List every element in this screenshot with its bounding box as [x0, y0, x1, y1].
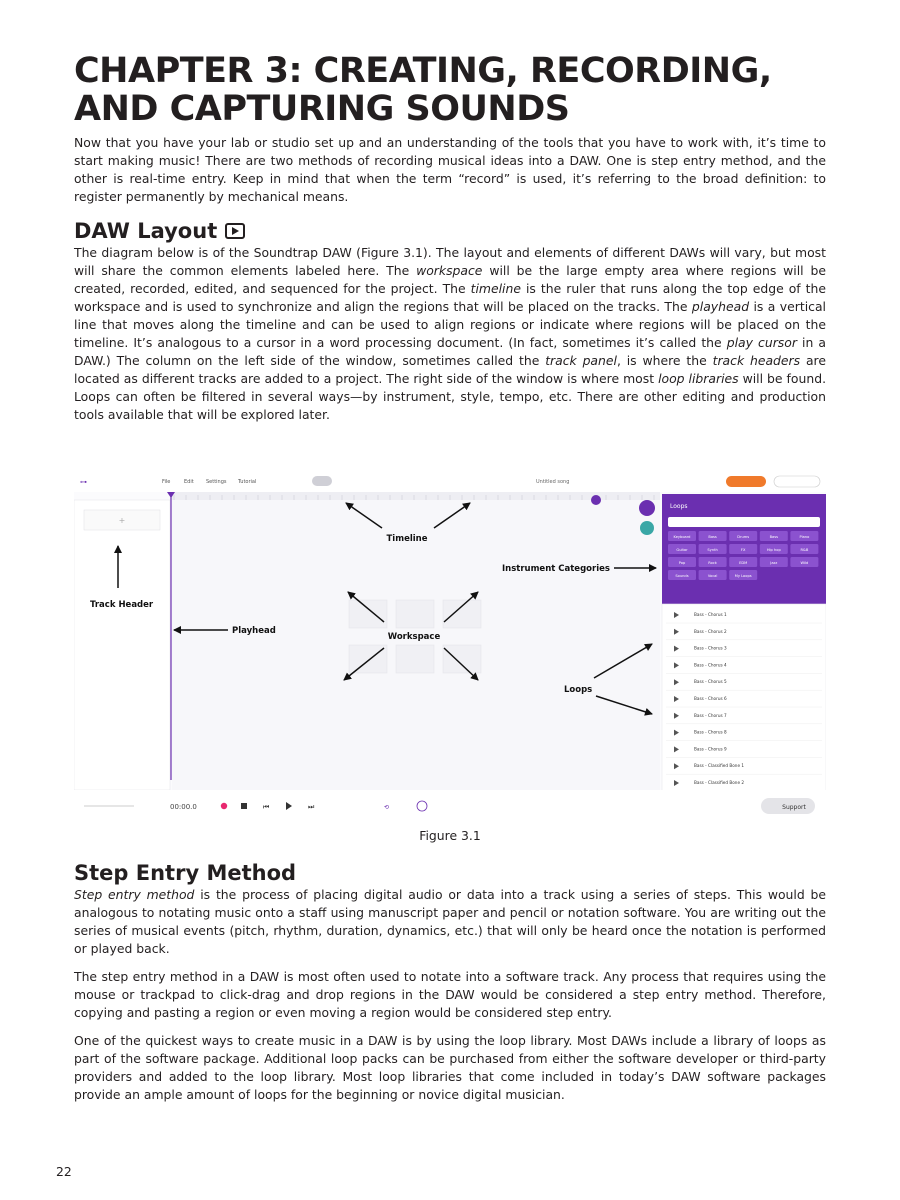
category-chip[interactable]: [729, 531, 757, 541]
text-run: in a DAW.) The column on the left side of the window, sometimes called the: [74, 335, 826, 368]
category-label: Bass: [769, 534, 779, 539]
term-play-cursor: play cursor: [726, 335, 797, 350]
metronome-icon[interactable]: [591, 495, 601, 505]
plus-icon: +: [118, 516, 126, 525]
text-run: The diagram below is of the Soundtrap DAW (Figure 3.1). The layout and elements of different DAWs will vary, but most will share the common elements labeled here. The: [74, 245, 826, 278]
category-chip[interactable]: [699, 557, 727, 567]
category-label: Keyboard: [673, 534, 691, 539]
category-label: Bass: [708, 534, 717, 539]
figure-caption: Figure 3.1: [419, 828, 481, 843]
label-timeline: Timeline: [386, 534, 428, 544]
loop-item-label: Bass - Chorus 4: [694, 662, 727, 668]
chapter-title-line2: AND CAPTURING SOUNDS: [74, 89, 570, 129]
category-chip[interactable]: [668, 557, 696, 567]
category-label: Drums: [737, 534, 750, 539]
text-run: is the ruler that runs along the top edge of the workspace and is used to synchronize and align the regions that will be placed on the tracks. The: [74, 281, 826, 314]
project-name[interactable]: Untitled song: [536, 479, 570, 485]
step-entry-heading: Step Entry Method: [74, 861, 297, 885]
intro-paragraph: Now that you have your lab or studio set up and an understanding of the tools that you have to work with, it’s time to start making music! There are two methods of recording musical ideas into a DAW. One is step entry method, and the other is real-time entry. Keep in mind that when the term “record” is used, it’s referring to the broad definition: to register permanently by mechanical means.: [74, 135, 826, 204]
menu-edit[interactable]: Edit: [184, 479, 194, 485]
category-chip[interactable]: [729, 557, 757, 567]
menu-settings[interactable]: Settings: [206, 479, 227, 485]
app-logo-icon: ⊶: [80, 478, 87, 486]
category-label: R&B: [800, 547, 809, 552]
loop-item-label: Bass - Classified Bone 2: [694, 780, 745, 785]
figure-3-1: [74, 470, 826, 843]
menu-file[interactable]: File: [162, 479, 171, 485]
page-number: 22: [56, 1164, 72, 1179]
term-track-panel: track panel: [545, 353, 617, 368]
loop-item-label: Bass - Chorus 3: [694, 645, 727, 651]
loop-item-label: Bass - Classified Bone 1: [694, 763, 745, 769]
chapter-title-line1: CHAPTER 3: CREATING, RECORDING,: [74, 51, 772, 91]
chapter-title: [74, 52, 826, 128]
category-chip[interactable]: [699, 531, 727, 541]
daw-layout-heading: [74, 218, 826, 244]
step-entry-paragraph-3: One of the quickest ways to create music in a DAW is by using the loop library. Most DAWs include a library of loops as part of the software package. Additional loop packs can be purchased from either the software developer or third-party providers and added to the loop library. Most loop libraries that come included in today’s DAW software packages provide an ample amount of loops for the beginning or novice digital musician.: [74, 1033, 826, 1102]
category-chip[interactable]: [668, 531, 696, 541]
daw-screenshot: [74, 470, 826, 822]
step-entry-paragraph-2: The step entry method in a DAW is most often used to notate into a software track. Any process that requires using the mouse or trackpad to click-drag and drop regions in the DAW would be considered a step entry method. Therefore, copying and pasting a region or even moving a region would be considered step entry.: [74, 969, 826, 1020]
label-playhead: Playhead: [232, 626, 276, 636]
video-play-icon[interactable]: [225, 223, 245, 239]
page-content: [74, 52, 826, 424]
undo-pill-button[interactable]: [312, 476, 332, 486]
category-label: Rock: [708, 560, 717, 565]
loop-item-label: Bass - Chorus 1: [694, 612, 727, 617]
text-run: are located as different tracks are added to a project. The right side of the window is where most: [74, 353, 826, 386]
time-display: 00:00.0: [170, 803, 197, 811]
forward-icon[interactable]: ⏭: [308, 803, 315, 811]
term-timeline: timeline: [470, 281, 521, 296]
daw-layout-heading-text: DAW Layout: [74, 219, 218, 243]
category-label: Jazz: [770, 560, 778, 565]
term-playhead: playhead: [691, 299, 750, 314]
category-chip[interactable]: [729, 544, 757, 554]
loop-item-label: Bass - Chorus 8: [694, 729, 727, 735]
category-chip[interactable]: [790, 557, 818, 567]
category-chip[interactable]: [760, 557, 788, 567]
share-button[interactable]: [726, 476, 766, 487]
text-run: is a vertical line that moves along the timeline and can be used to align regions or indicate where regions will be placed on the timeline. It’s analogous to a cursor in a word processing document. (In fact, sometimes it’s called the: [74, 299, 826, 350]
category-chip[interactable]: [668, 570, 696, 580]
search-round-icon[interactable]: [640, 521, 654, 535]
loop-item-label: Bass - Chorus 9: [694, 746, 727, 752]
text-run: is the process of placing digital audio or data into a track using a series of steps. This would be analogous to notating music onto a staff using manuscript paper and pencil or notation software. You are writing out the series of musical events (pitch, rhythm, duration, dynamics, etc.) that will only be heard once the notation is performed or played back.: [74, 887, 826, 956]
loop-item-label: Bass - Chorus 2: [694, 628, 727, 634]
daw-layout-paragraph: [74, 244, 826, 424]
record-icon[interactable]: [221, 803, 227, 809]
category-label: Vocal: [707, 573, 718, 578]
loops-toggle-icon[interactable]: [639, 500, 655, 516]
category-label: My Loops: [734, 573, 752, 578]
term-loop-libraries: loop libraries: [658, 371, 739, 386]
step-entry-section: [74, 860, 826, 1104]
text-run: , is where the: [616, 353, 713, 368]
label-instrument-categories: Instrument Categories: [502, 564, 610, 574]
loops-search-input[interactable]: [668, 517, 820, 527]
invite-button[interactable]: [774, 476, 820, 487]
support-label: Support: [782, 804, 806, 811]
category-label: Sounds: [675, 573, 689, 578]
category-label: Wild: [800, 560, 809, 565]
menu-tutorial[interactable]: Tutorial: [238, 479, 257, 485]
term-workspace: workspace: [416, 263, 483, 278]
label-workspace: Workspace: [387, 632, 441, 642]
text-run: will be found. Loops can often be filtered in several ways—by instrument, style, tempo, etc. There are other editing and production tools available that will be explored later.: [74, 371, 827, 422]
cycle-icon[interactable]: ⟲: [384, 804, 390, 811]
track-panel: [74, 500, 170, 790]
timeline-ticks: [174, 495, 654, 500]
term-track-headers: track headers: [712, 353, 801, 368]
category-label: Pop: [678, 560, 686, 565]
timeline-ruler[interactable]: [170, 492, 660, 500]
category-chip[interactable]: [699, 544, 727, 554]
category-chip[interactable]: [699, 570, 727, 580]
category-chip[interactable]: [729, 570, 757, 580]
category-chip[interactable]: [760, 531, 788, 541]
label-loops: Loops: [564, 685, 593, 695]
category-chip[interactable]: [760, 544, 788, 554]
category-chip[interactable]: [790, 544, 818, 554]
loop-item-label: Bass - Chorus 5: [694, 679, 727, 685]
text-run: will be the large empty area where regions will be created, recorded, edited, and sequenced for the project. The: [74, 263, 826, 296]
loops-title: Loops: [670, 503, 688, 510]
loop-item-label: Bass - Chorus 6: [694, 696, 727, 701]
category-label: Hip hop: [766, 547, 781, 552]
category-label: Guitar: [676, 547, 688, 552]
category-label: Piano: [799, 534, 810, 539]
category-label: Synth: [707, 547, 718, 552]
stop-icon[interactable]: [241, 803, 247, 809]
loop-item-label: Bass - Chorus 7: [694, 712, 727, 718]
category-chip[interactable]: [790, 531, 818, 541]
category-label: EDM: [739, 560, 748, 565]
label-track-header: Track Header: [90, 600, 154, 610]
category-label: FX: [740, 547, 746, 552]
rewind-icon[interactable]: ⏮: [263, 803, 270, 811]
term-step-entry: Step entry method: [74, 887, 195, 902]
category-chip[interactable]: [668, 544, 696, 554]
step-entry-paragraph-1: [74, 886, 826, 958]
